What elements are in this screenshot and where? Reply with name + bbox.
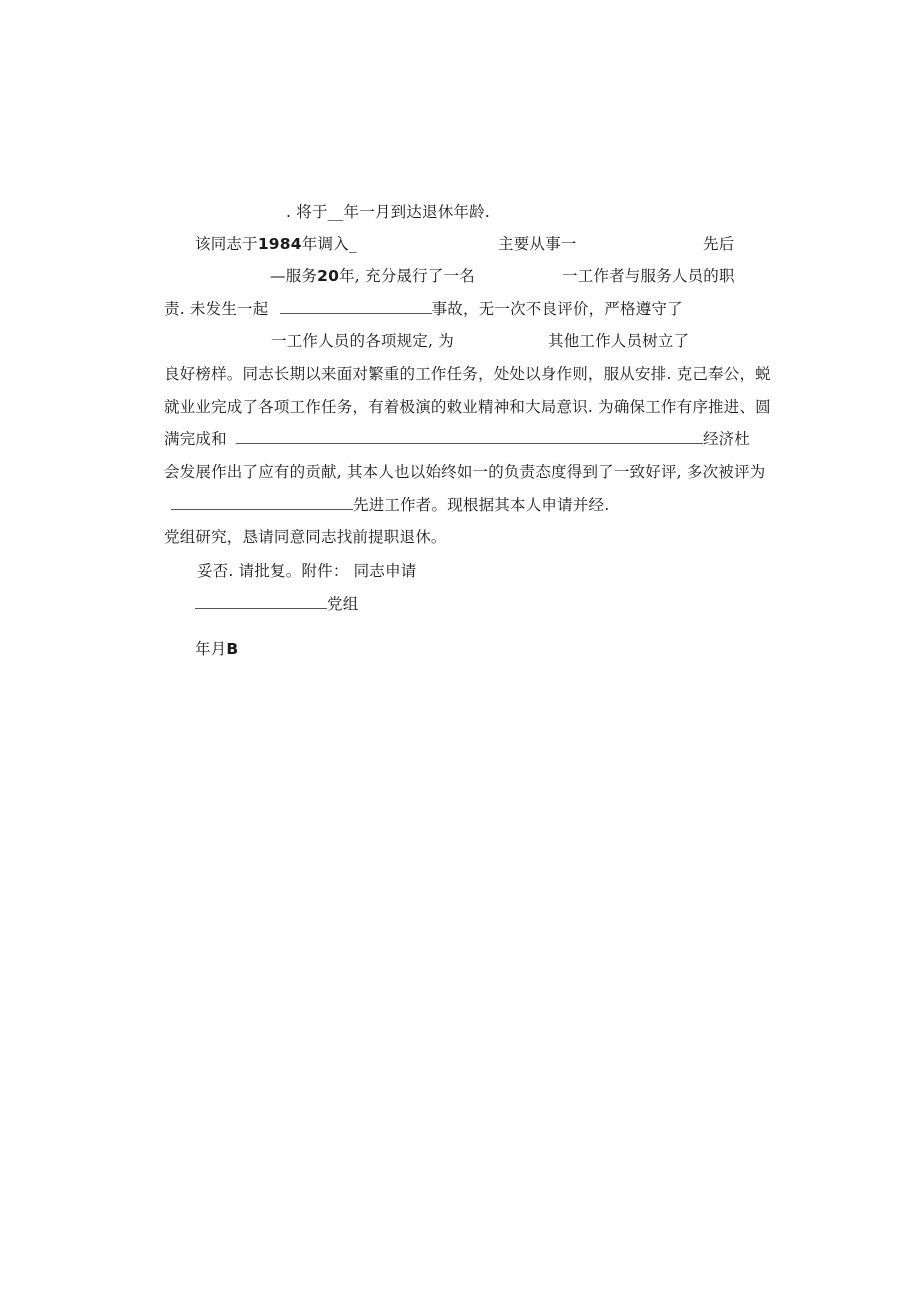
no-accident-text-a: 责. 未发生一起 (164, 300, 269, 318)
approval-text: 妥否. 请批复。附件： 同志申请 (197, 562, 417, 580)
date-text: 年月 (195, 640, 227, 658)
economic-blank (236, 429, 703, 444)
main-work-text: 主要从事一 (498, 235, 577, 253)
regulations-line (271, 331, 711, 351)
no-accident-line (164, 299, 683, 319)
transfer-year: 1984 (257, 235, 302, 253)
request-text: 党组研究，恳请同意同志找前提职退休。 (164, 528, 447, 546)
body-line-6 (164, 364, 771, 384)
service-text-a: —服务 (270, 267, 318, 285)
retirement-date-line (286, 202, 490, 222)
duty-text: 一工作者与服务人员的职 (562, 267, 735, 285)
service-years: 20 (317, 267, 340, 285)
retirement-date-text: . 将于__年一月到达退休年龄. (286, 203, 490, 221)
body-text-6: 良好榜样。同志长期以来面对繁重的工作任务，处处以身作则，服从安排. 克己奉公，蜕 (164, 365, 771, 383)
transfer-text-a: 该同志于 (195, 235, 258, 253)
date-suffix: B (226, 640, 239, 658)
body-line-7 (164, 397, 771, 417)
date-line (195, 639, 238, 659)
body-line-8 (164, 429, 750, 449)
service-line (270, 266, 740, 286)
transfer-text-b: 年调入_ (301, 235, 357, 253)
body-text-8a: 满完成和 (164, 430, 227, 448)
advanced-worker-line (171, 495, 609, 515)
body-text-7: 就业业完成了各项工作任务，有着极演的敕业精神和大局意识. 为确保工作有序推进、圆 (164, 398, 771, 416)
no-accident-text-b: 事故，无一次不良评价，严格遵守了 (431, 300, 683, 318)
request-line (164, 527, 447, 547)
body-text-9: 会发展作出了应有的贡献, 其本人也以始终如一的负责态度得到了一致好评, 多次被评为 (164, 463, 766, 481)
body-text-8b: 经济杜 (702, 430, 751, 448)
party-group-blank (195, 594, 327, 609)
approval-line (197, 561, 416, 581)
regulations-text-b: 其他工作人员树立了 (548, 332, 690, 350)
party-group-text: 党组 (327, 595, 359, 613)
regulations-text-a: 一工作人员的各项规定, 为 (271, 332, 454, 350)
party-group-line (195, 594, 358, 614)
service-text-b: 年, 充分晟行了一名 (339, 267, 475, 285)
body-line-9 (164, 462, 765, 482)
transfer-line (195, 234, 735, 254)
award-blank (171, 495, 353, 510)
successively-text: 先后 (703, 235, 735, 253)
advanced-worker-text: 先进工作者。现根据其本人申请并经. (353, 496, 610, 514)
accident-blank (280, 299, 432, 314)
